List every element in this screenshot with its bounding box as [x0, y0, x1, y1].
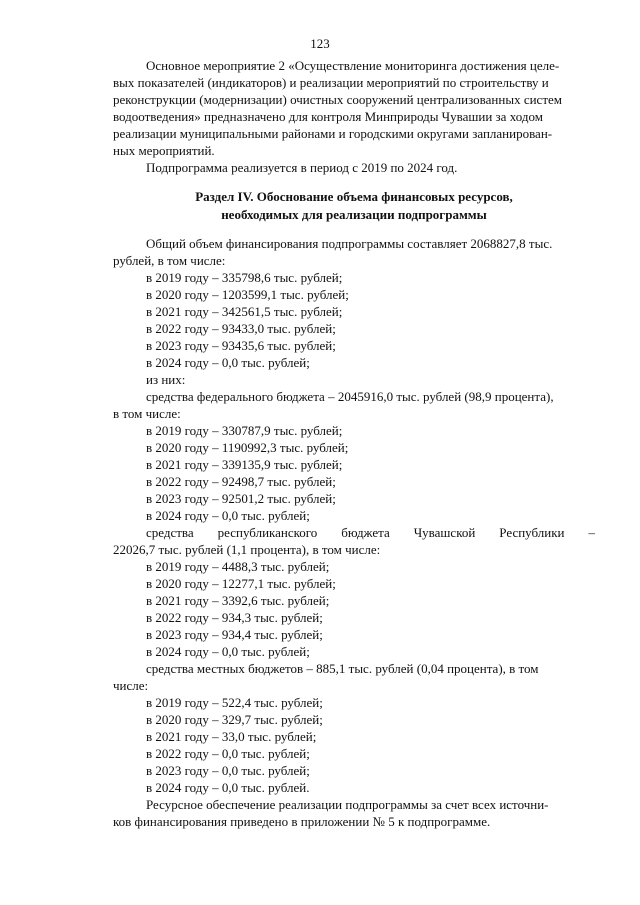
page-number: 123: [310, 36, 330, 51]
word: средства: [146, 525, 194, 540]
word: республиканского: [217, 525, 318, 540]
intro-line: реализации муниципальными районами и городскими округами запланирован-: [113, 126, 553, 141]
intro-line: ных мероприятий.: [113, 143, 215, 158]
year-item: в 2024 году – 0,0 тыс. рублей;: [146, 508, 310, 523]
of-which-label: из них:: [146, 372, 186, 387]
intro-line: реконструкции (модернизации) очистных сооружений централизованных систем: [113, 92, 562, 107]
year-item: в 2019 году – 335798,6 тыс. рублей;: [146, 270, 343, 285]
year-item: в 2020 году – 1190992,3 тыс. рублей;: [146, 440, 349, 455]
intro-line: Основное мероприятие 2 «Осуществление мониторинга достижения целе-: [146, 58, 560, 73]
year-item: в 2019 году – 4488,3 тыс. рублей;: [146, 559, 330, 574]
year-item: в 2023 году – 93435,6 тыс. рублей;: [146, 338, 336, 353]
federal-line2: в том числе:: [113, 406, 181, 421]
year-item: в 2020 году – 329,7 тыс. рублей;: [146, 712, 323, 727]
year-item: в 2023 году – 0,0 тыс. рублей;: [146, 763, 310, 778]
year-item: в 2022 году – 92498,7 тыс. рублей;: [146, 474, 336, 489]
year-item: в 2020 году – 1203599,1 тыс. рублей;: [146, 287, 349, 302]
year-item: в 2024 году – 0,0 тыс. рублей.: [146, 780, 310, 795]
period-paragraph: Подпрограмма реализуется в период с 2019 по 2024 год.: [146, 160, 458, 175]
intro-line: вых показателей (индикаторов) и реализации мероприятий по строительству и: [113, 75, 549, 90]
year-item: в 2021 году – 339135,9 тыс. рублей;: [146, 457, 343, 472]
local-funding-block: [113, 660, 595, 796]
year-item: в 2019 году – 330787,9 тыс. рублей;: [146, 423, 343, 438]
year-item: в 2023 году – 92501,2 тыс. рублей;: [146, 491, 336, 506]
word: бюджета: [341, 525, 390, 540]
word: Чувашской: [413, 525, 476, 540]
year-item: в 2022 году – 934,3 тыс. рублей;: [146, 610, 323, 625]
republican-line1: [113, 524, 595, 541]
section-heading: [113, 188, 595, 224]
intro-line: водоотведения» предназначено для контроля Минприроды Чувашии за ходом: [113, 109, 543, 124]
year-item: в 2022 году – 0,0 тыс. рублей;: [146, 746, 310, 761]
year-item: в 2022 году – 93433,0 тыс. рублей;: [146, 321, 336, 336]
year-item: в 2021 году – 33,0 тыс. рублей;: [146, 729, 317, 744]
total-line2: рублей, в том числе:: [113, 253, 226, 268]
federal-line1: средства федерального бюджета – 2045916,0 тыс. рублей (98,9 процента),: [146, 389, 554, 404]
closing-paragraph: [113, 796, 595, 830]
document-body: [113, 57, 595, 830]
year-item: в 2020 году – 12277,1 тыс. рублей;: [146, 576, 336, 591]
year-item: в 2021 году – 342561,5 тыс. рублей;: [146, 304, 343, 319]
federal-funding-block: [113, 388, 595, 524]
intro-paragraph: [113, 57, 595, 159]
republican-line2: 22026,7 тыс. рублей (1,1 процента), в том числе:: [113, 542, 381, 557]
year-item: в 2021 году – 3392,6 тыс. рублей;: [146, 593, 330, 608]
total-funding-block: [113, 235, 595, 388]
year-item: в 2024 году – 0,0 тыс. рублей;: [146, 644, 310, 659]
local-line1: средства местных бюджетов – 885,1 тыс. рублей (0,04 процента), в том: [146, 661, 539, 676]
year-item: в 2023 году – 934,4 тыс. рублей;: [146, 627, 323, 642]
section-heading-line1: Раздел IV. Обоснование объема финансовых ресурсов,: [195, 189, 513, 204]
word: –: [588, 525, 595, 540]
word: Республики: [499, 525, 565, 540]
closing-line2: ков финансирования приведено в приложении № 5 к подпрограмме.: [113, 814, 491, 829]
year-item: в 2024 году – 0,0 тыс. рублей;: [146, 355, 310, 370]
year-item: в 2019 году – 522,4 тыс. рублей;: [146, 695, 323, 710]
total-line1: Общий объем финансирования подпрограммы составляет 2068827,8 тыс.: [146, 236, 553, 251]
local-line2: числе:: [113, 678, 149, 693]
republican-funding-block: [113, 524, 595, 660]
section-heading-line2: необходимых для реализации подпрограммы: [221, 207, 487, 222]
closing-line1: Ресурсное обеспечение реализации подпрограммы за счет всех источни-: [146, 797, 549, 812]
